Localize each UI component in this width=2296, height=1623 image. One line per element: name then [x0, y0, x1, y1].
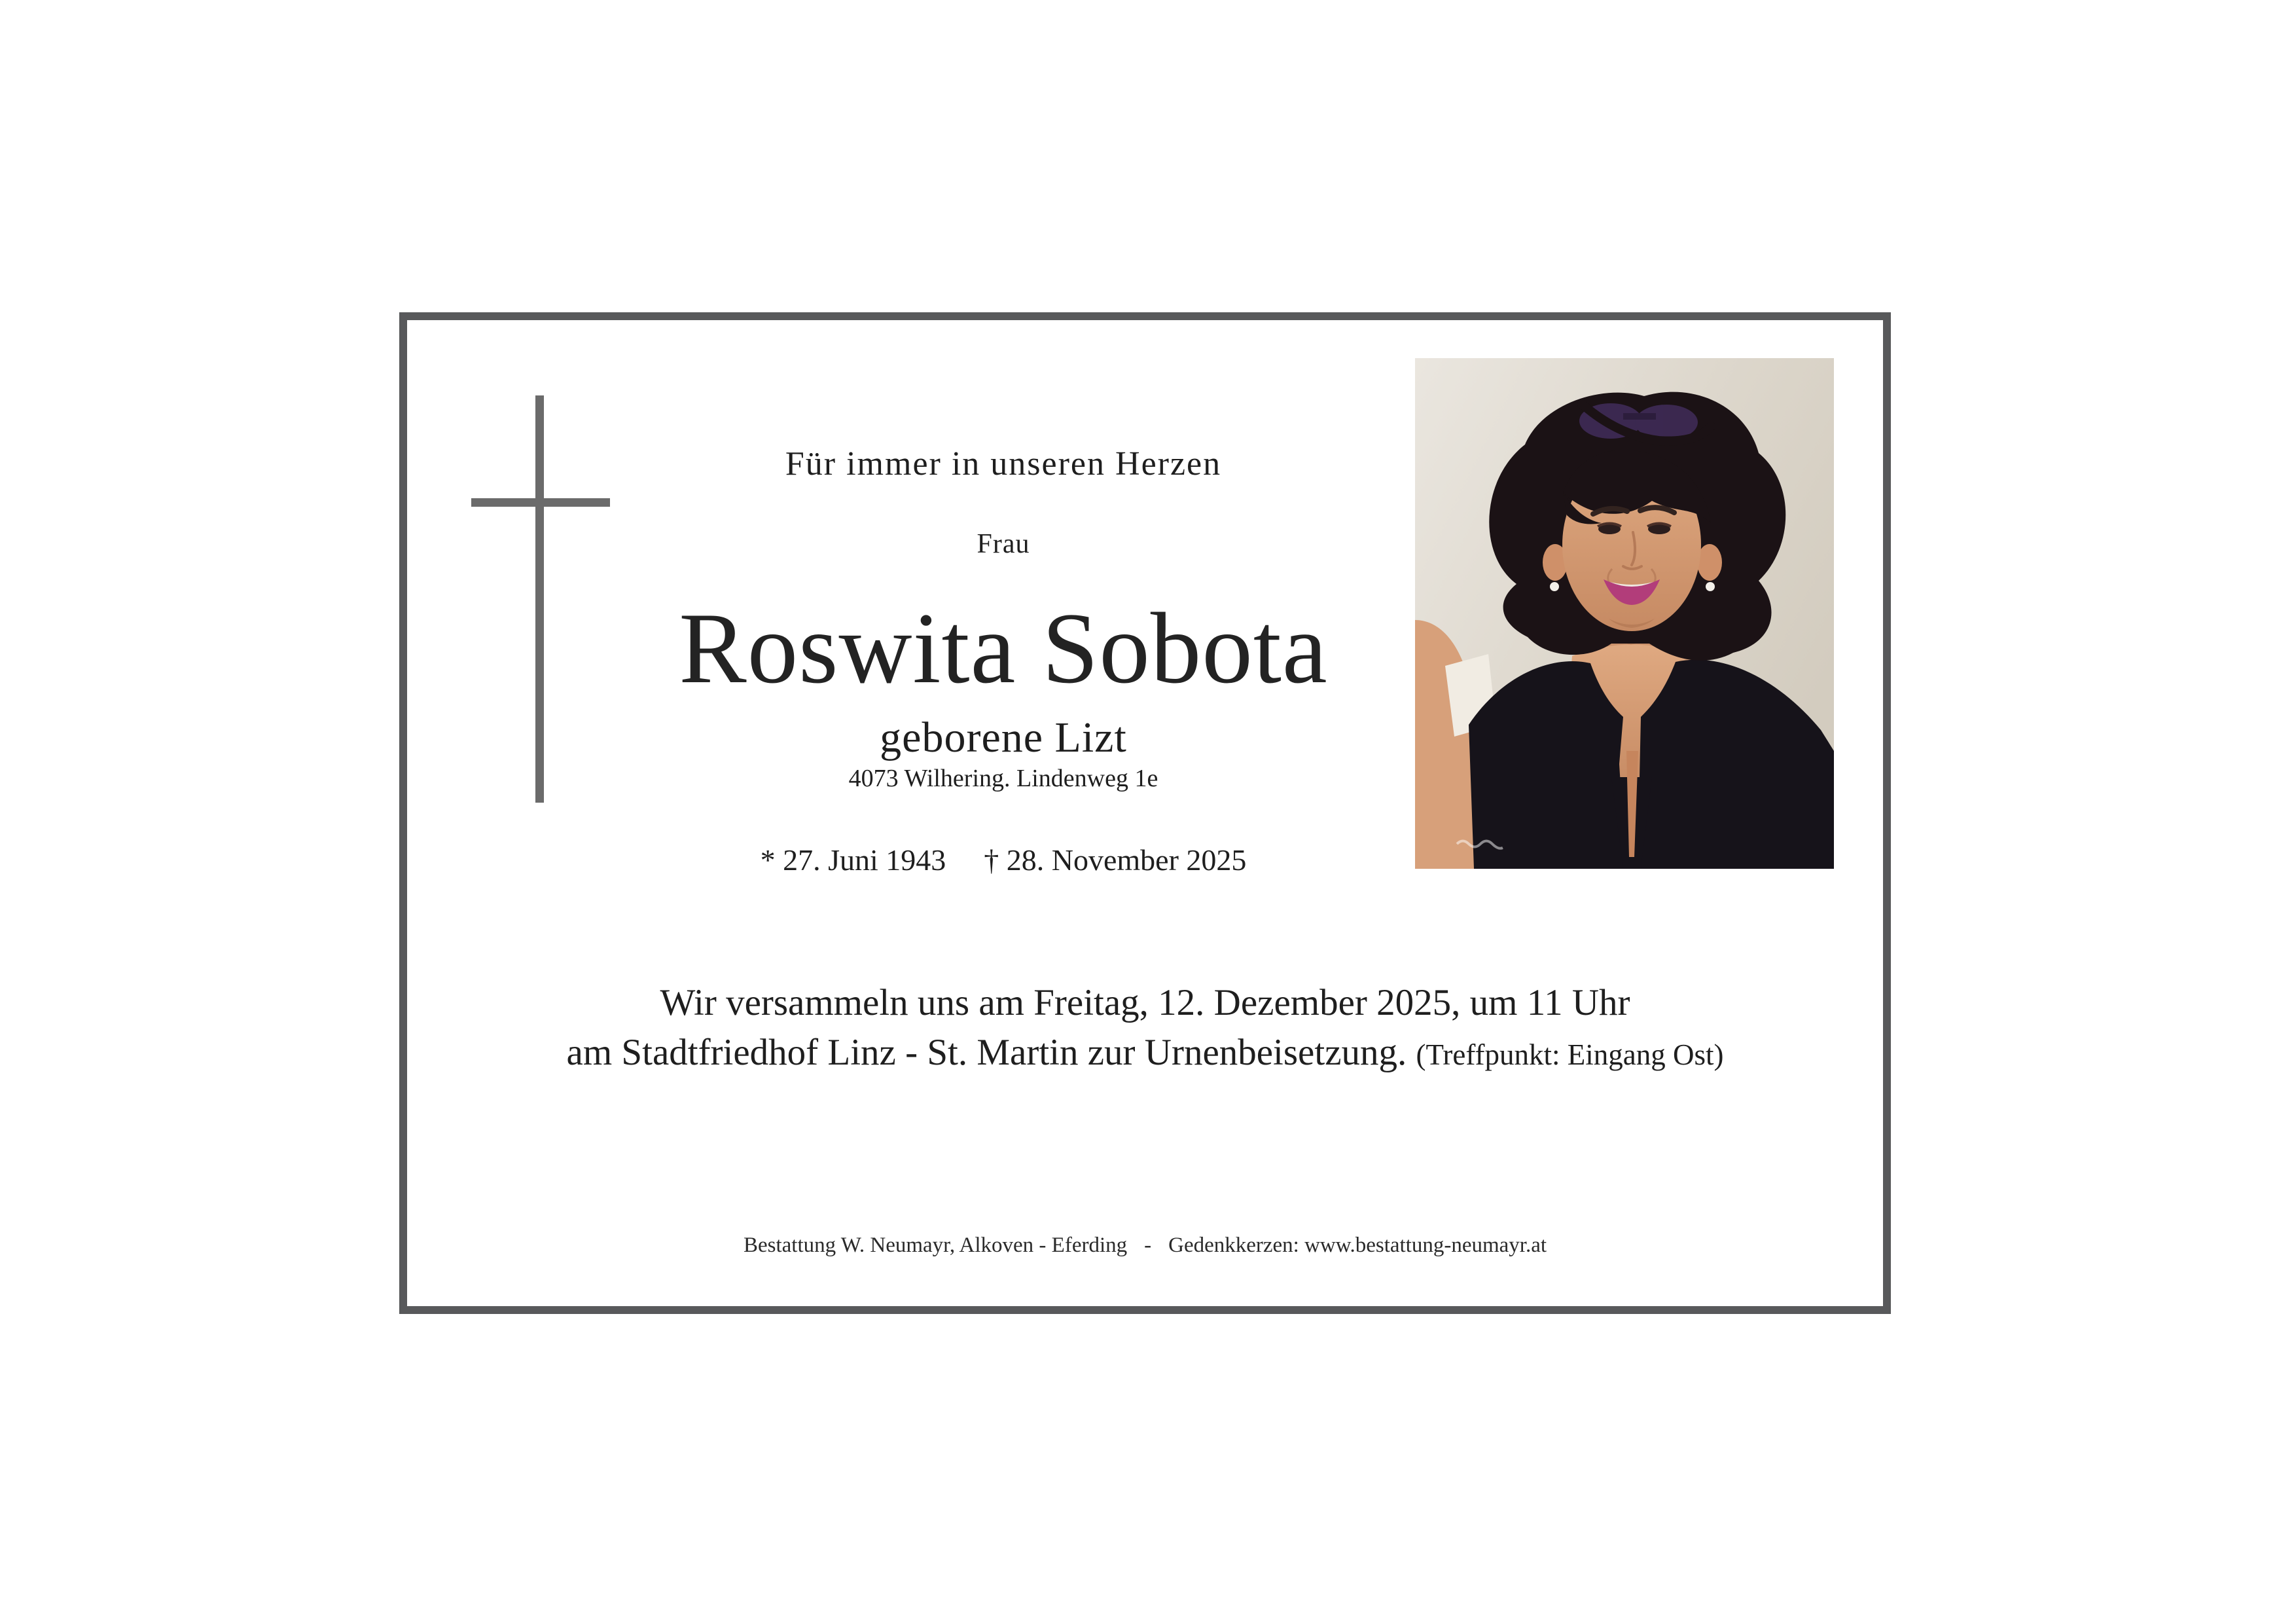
cross-horizontal-bar — [471, 498, 610, 507]
announcement-line-1: Wir versammeln uns am Freitag, 12. Dezember 2025, um 11 Uhr — [660, 982, 1630, 1023]
memorial-phrase: Für immer in unseren Herzen — [785, 445, 1222, 483]
funeral-home-name: Bestattung W. Neumayr, Alkoven - Eferding — [743, 1233, 1128, 1257]
memorial-candles-link: Gedenkkerzen: www.bestattung-neumayr.at — [1168, 1233, 1547, 1257]
salutation: Frau — [977, 529, 1030, 559]
maiden-name: geborene Lizt — [880, 714, 1127, 761]
portrait-photo — [1415, 358, 1834, 869]
portrait-photo-graphic — [1415, 358, 1834, 869]
death-date: † 28. November 2025 — [984, 843, 1247, 877]
memorial-card — [399, 312, 1891, 1314]
deceased-name: Roswita Sobota — [679, 592, 1328, 704]
announcement-line-2 — [407, 1031, 1883, 1074]
footer-separator: - — [1144, 1233, 1152, 1257]
address-line: 4073 Wilhering. Lindenweg 1e — [848, 765, 1158, 792]
funeral-home-line — [407, 1233, 1883, 1258]
announcement-line-2-text: am Stadtfriedhof Linz - St. Martin zur Urnenbeisetzung. — [566, 1032, 1407, 1073]
birth-date: * 27. Juni 1943 — [760, 843, 946, 877]
meeting-point-note: (Treffpunkt: Eingang Ost) — [1416, 1038, 1724, 1071]
